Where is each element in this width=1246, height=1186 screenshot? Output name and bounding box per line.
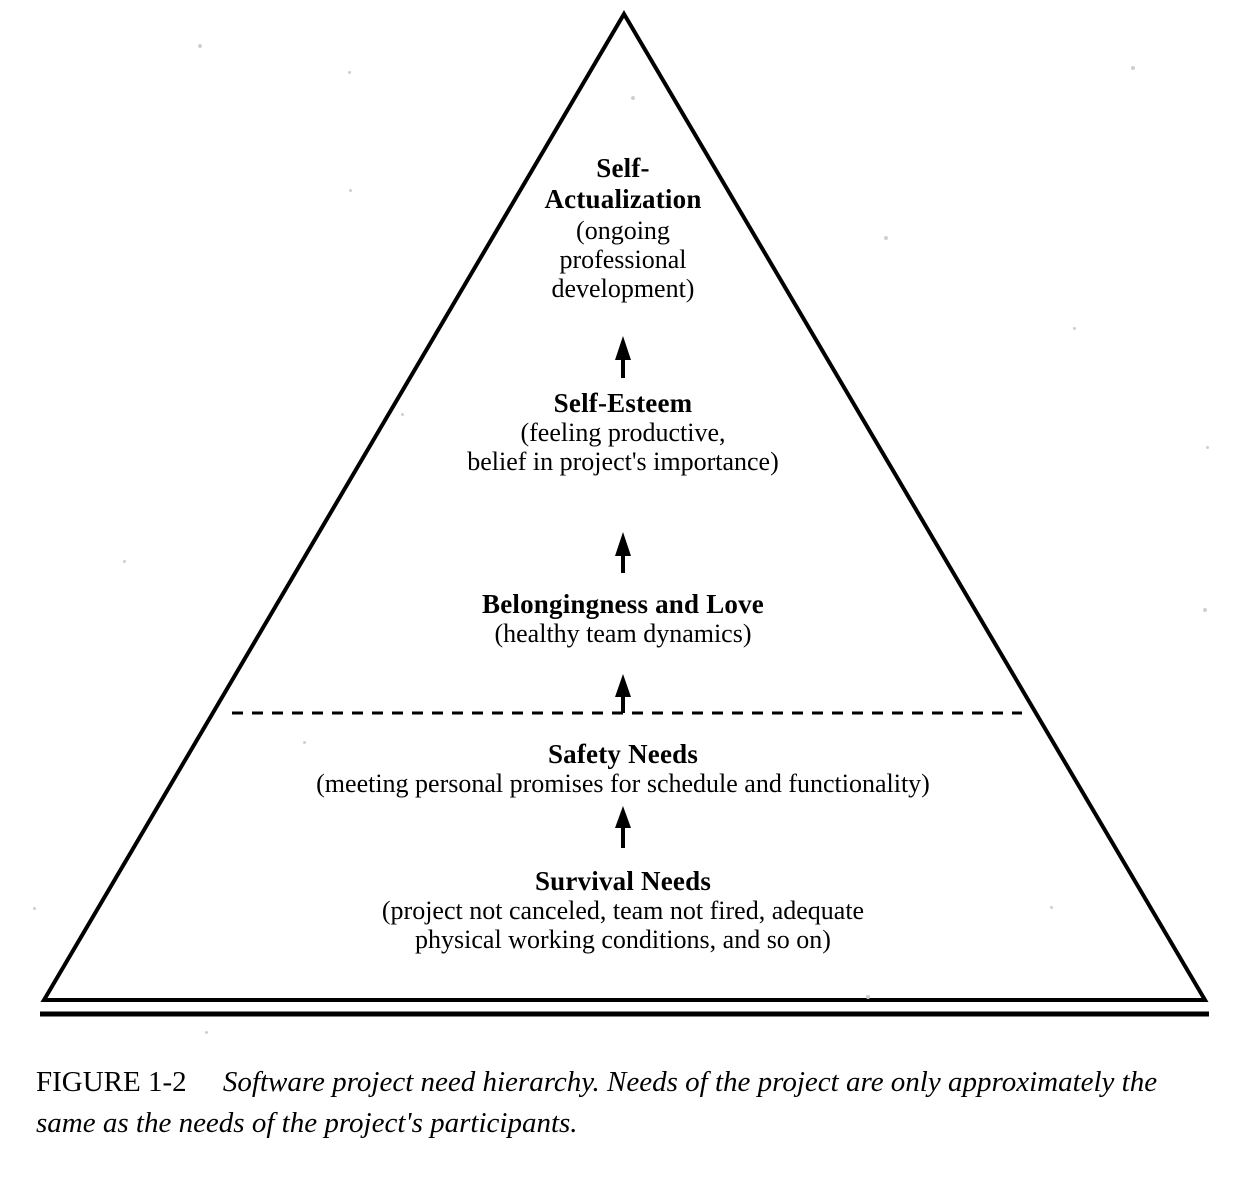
pyramid-tier-safety-needs: [158, 739, 1088, 798]
arrow-safety-to-belongingness: [615, 674, 631, 713]
tier-subtitle-line2: professional: [559, 244, 687, 274]
arrow-self-esteem-to-self-actualization: [615, 336, 631, 378]
tier-subtitle-line1: (project not canceled, team not fired, adequate: [381, 896, 865, 926]
tier-subtitle-belongingness-and-love: (healthy team dynamics): [494, 619, 752, 649]
arrow-survival-to-safety: [615, 806, 631, 848]
tier-subtitle-self-esteem: [383, 418, 863, 476]
pyramid-tier-survival-needs: [233, 866, 1013, 954]
pyramid-tier-belongingness-and-love: [373, 589, 873, 648]
tier-title-survival-needs: Survival Needs: [534, 866, 712, 896]
pyramid-tier-self-actualization: [473, 153, 773, 303]
tier-subtitle-line2: physical working conditions, and so on): [415, 925, 831, 955]
figure-caption: [36, 1062, 1221, 1144]
tier-title-self-esteem: Self-Esteem: [553, 388, 693, 418]
tier-subtitle-line3: development): [551, 273, 695, 303]
tier-subtitle-safety-needs: (meeting personal promises for schedule and functionality): [316, 769, 930, 799]
tier-subtitle-line1: (ongoing: [576, 215, 670, 245]
tier-subtitle-line2: belief in project's importance): [467, 447, 779, 477]
tier-title-self-actualization: [473, 153, 773, 216]
tier-title-line2: Actualization: [544, 184, 702, 215]
tier-subtitle-survival-needs: [233, 896, 1013, 954]
tier-title-safety-needs: Safety Needs: [547, 739, 699, 769]
figure-caption-text: Software project need hierarchy. Needs of the project are only approximately the same as the needs of the project's participants.: [36, 1066, 1158, 1140]
tier-subtitle-self-actualization: [473, 216, 773, 303]
arrow-belongingness-to-self-esteem: [615, 532, 631, 573]
figure-number: FIGURE 1-2: [36, 1066, 187, 1098]
pyramid-tier-self-esteem: [383, 388, 863, 476]
tier-title-line1: Self-: [596, 153, 650, 183]
tier-title-belongingness-and-love: Belongingness and Love: [482, 589, 764, 619]
tier-subtitle-line1: (feeling productive,: [520, 418, 726, 448]
